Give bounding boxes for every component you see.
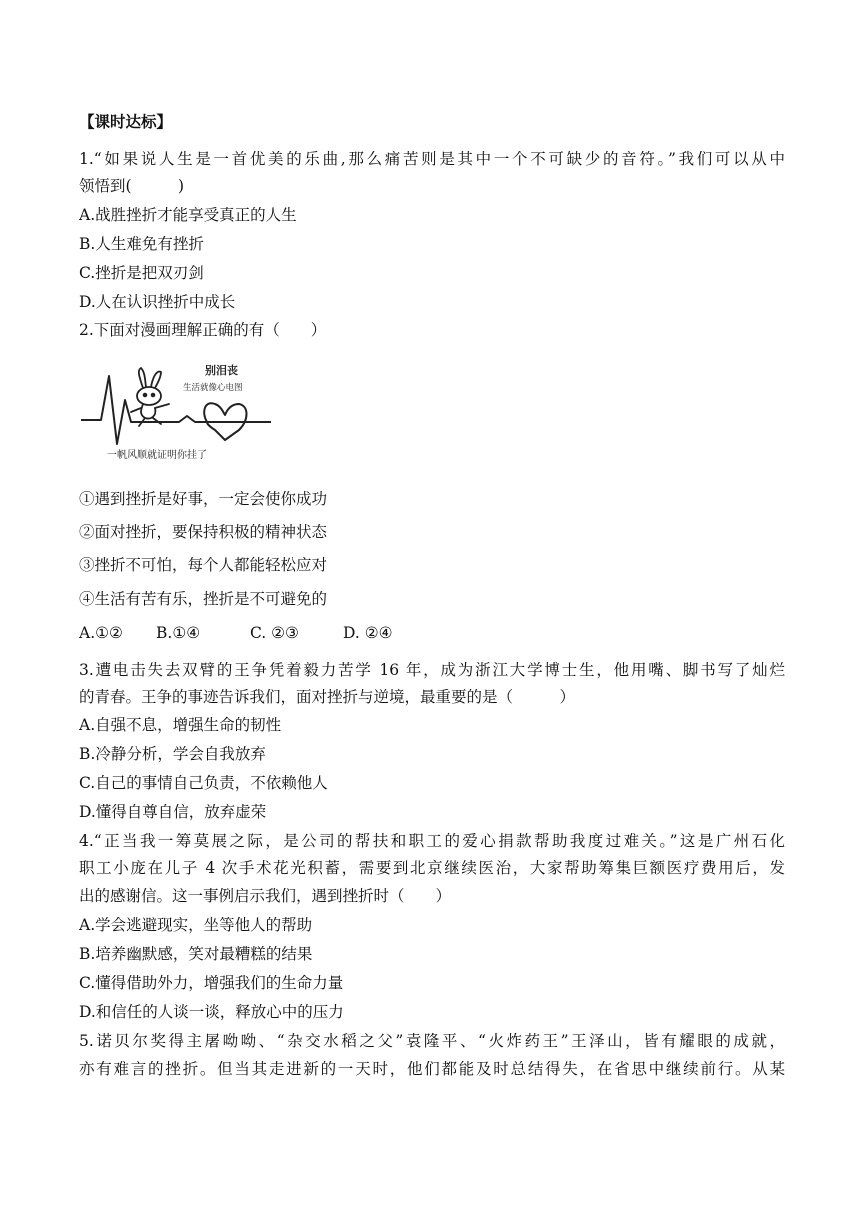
q5-line-2: 亦有难言的挫折。但当其走进新的一天时，他们都能及时总结得失，在省思中继续前行。从某 [79,1060,785,1078]
q4-option-a: A.学会逃避现实，坐等他人的帮助 [79,916,313,934]
q2-options [79,623,785,643]
q4-option-c: C.懂得借助外力，增强我们的生命力量 [79,974,344,992]
q4-option-b: B.培养幽默感，笑对最糟糕的结果 [79,945,313,963]
rabbit-figure [131,368,169,426]
cartoon-text-bottom: 一帆风顺就证明你挂了 [107,450,207,461]
heartbeat-cartoon-image [79,360,279,465]
q4-line-3: 出的感谢信。这一事例启示我们，遇到挫折时（ ） [79,887,452,905]
q1-option-b: B.人生难免有挫折 [79,235,204,253]
q3-option-d: D.懂得自尊自信，放弃虚荣 [79,803,267,821]
q2-option-b: B.①④ [156,624,201,642]
q2-option-d: D. ②④ [343,624,393,642]
q4-line-1: 4.“正当我一筹莫展之际，是公司的帮扶和职工的爱心捐款帮助我度过难关。”这是广州石化 [79,832,785,850]
q3-option-c: C.自己的事情自己负责，不依赖他人 [79,774,328,792]
q2-statement-3: ③挫折不可怕，每个人都能轻松应对 [79,556,328,574]
q3-line-2: 的青春。王争的事迹告诉我们，面对挫折与逆境，最重要的是（ ） [79,688,576,706]
q3-option-a: A.自强不息，增强生命的韧性 [79,716,282,734]
q1-option-a: A.战胜挫折才能享受真正的人生 [79,206,297,224]
q2-stem: 2.下面对漫画理解正确的有（ ） [79,321,327,339]
q1-option-d: D.人在认识挫折中成长 [79,293,236,311]
q3-option-b: B.冷静分析，学会自我放弃 [79,745,266,763]
cartoon-text-top-2: 生活就像心电图 [183,383,243,393]
q4-line-2: 职工小庞在儿子 4 次手术花光积蓄，需要到北京继续医治，大家帮助筹集巨额医疗费用后，发 [79,859,785,877]
q2-statement-2: ②面对挫折，要保持积极的精神状态 [79,523,328,541]
q2-statement-4: ④生活有苦有乐，挫折是不可避免的 [79,590,328,608]
q2-statement-1: ①遇到挫折是好事，一定会使你成功 [79,490,328,508]
section-title: 【课时达标】 [79,112,173,131]
q1-line-1: 1.“如果说人生是一首优美的乐曲,那么痛苦则是其中一个不可缺少的音符。”我们可以从中 [79,150,785,168]
q3-line-1: 3.遭电击失去双臂的王争凭着毅力苦学 16 年，成为浙江大学博士生，他用嘴、脚书写了灿烂 [79,661,785,679]
q2-option-c: C. ②③ [250,624,299,642]
cartoon-text-top-1: 别泪丧 [205,364,238,377]
q4-option-d: D.和信任的人谈一谈，释放心中的压力 [79,1003,344,1021]
q2-option-a: A.①② [79,624,123,642]
q1-option-c: C.挫折是把双刃剑 [79,264,204,282]
q5-line-1: 5.诺贝尔奖得主屠呦呦、“杂交水稻之父”袁隆平、“火炸药王”王泽山，皆有耀眼的成就， [79,1032,785,1050]
q1-line-2: 领悟到( ) [79,177,185,195]
